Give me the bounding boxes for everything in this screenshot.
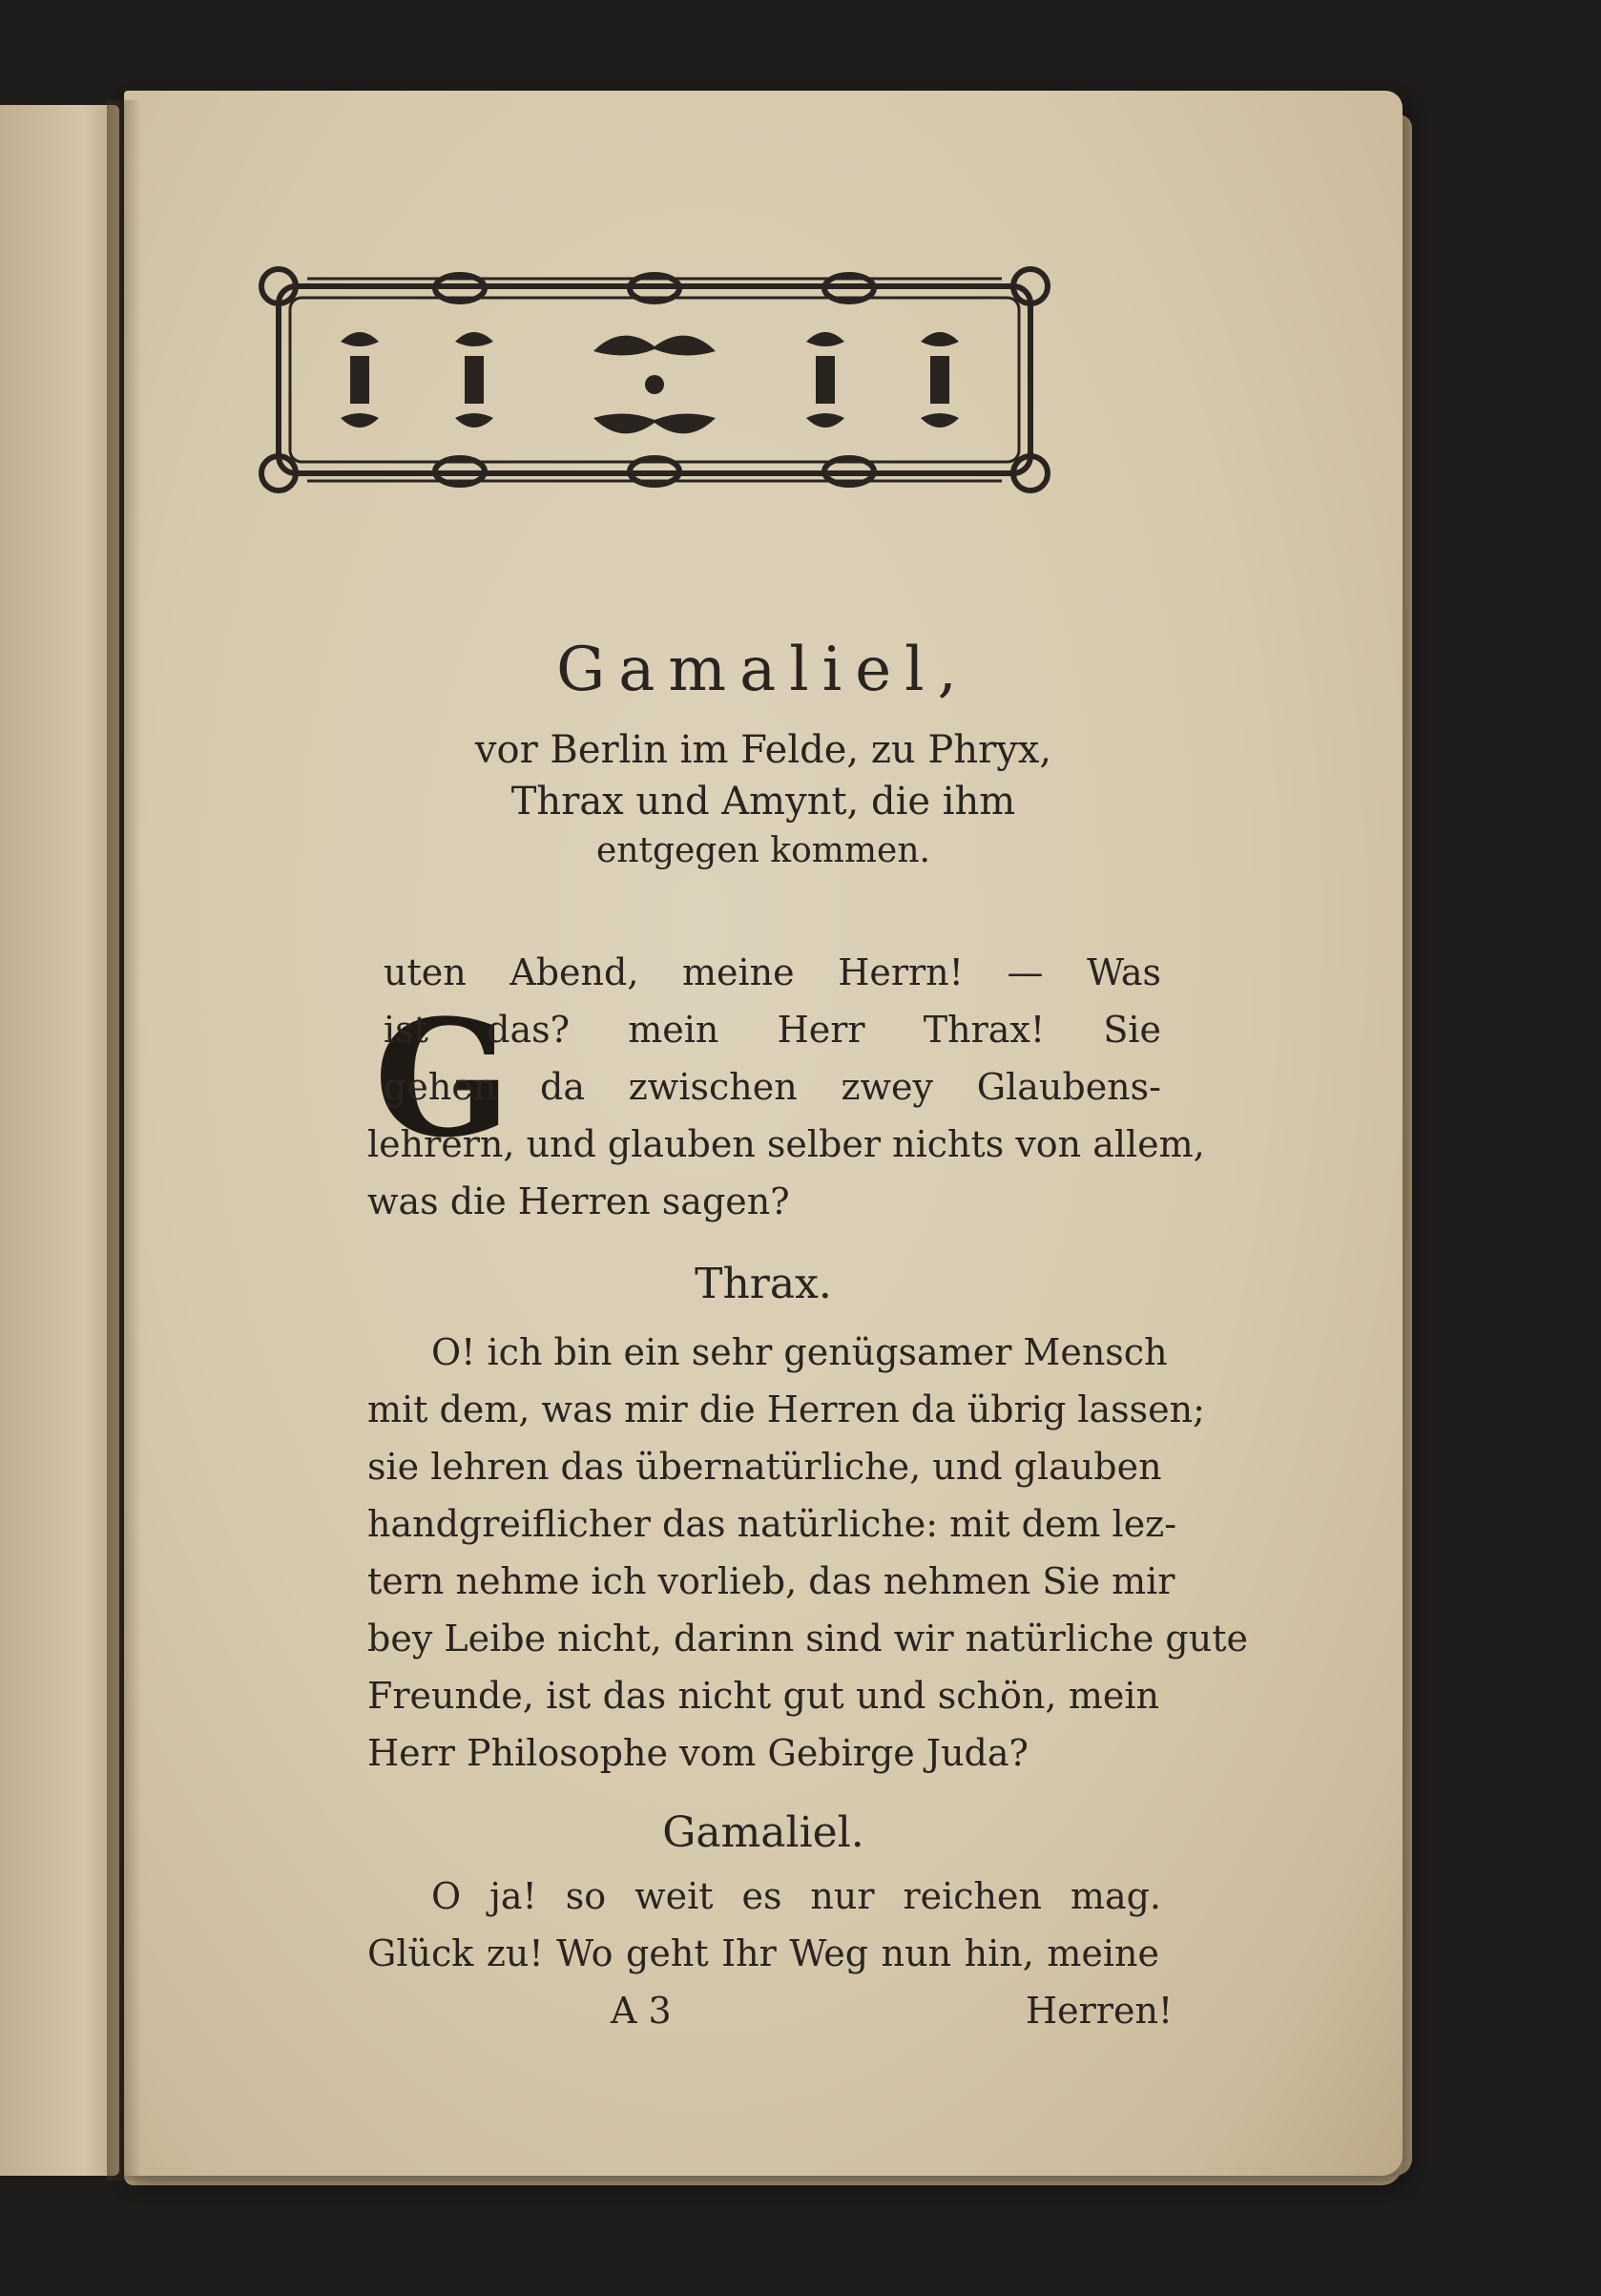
speech-line: Herr Philosophe vom Gebirge Juda? [367, 1732, 1029, 1774]
speech-line: mit dem, was mir die Herren da übrig lassen; [367, 1388, 1205, 1430]
speech-line: handgreiflicher das natürliche: mit dem lez- [367, 1503, 1177, 1545]
book-page [124, 91, 1403, 2176]
speech-line: ist das? mein Herr Thrax! Sie [384, 1009, 1161, 1051]
catchword: Herren! [1026, 1990, 1174, 2032]
speech-line: was die Herren sagen? [367, 1180, 790, 1222]
speech-line: uten Abend, meine Herrn! — Was [384, 951, 1161, 993]
subtitle-line-2: Thrax und Amynt, die ihm [510, 780, 1016, 824]
signature-mark: A 3 [611, 1990, 672, 2032]
speech-line: Freunde, ist das nicht gut und schön, mein [367, 1675, 1159, 1717]
speech-line: bey Leibe nicht, darinn sind wir natürliche gute [367, 1618, 1248, 1659]
spine-shadow [107, 100, 141, 2181]
speaker-name: Thrax. [695, 1260, 832, 1308]
speech-line: Glück zu! Wo geht Ihr Weg nun hin, meine [367, 1932, 1159, 1974]
speech-line: lehrern, und glauben selber nichts von allem, [367, 1123, 1205, 1165]
speech-line: O! ich bin ein sehr genügsamer Mensch [431, 1331, 1168, 1373]
speech-line: O ja! so weit es nur reichen mag. [431, 1875, 1161, 1917]
left-page-edge [0, 105, 119, 2176]
speaker-name: Gamaliel. [662, 1808, 864, 1857]
ornament-frame-icon [250, 265, 1059, 494]
speech-line: tern nehme ich vorlieb, das nehmen Sie mir [367, 1560, 1175, 1602]
page-title: Gamaliel, [556, 635, 970, 705]
subtitle-line-1: vor Berlin im Felde, zu Phryx, [474, 728, 1052, 772]
speech-line: sie lehren das übernatürliche, und glauben [367, 1446, 1162, 1488]
subtitle-line-3: entgegen kommen. [596, 831, 930, 870]
speech-line: gehen da zwischen zwey Glaubens- [384, 1066, 1161, 1108]
drop-cap: G [374, 984, 511, 1173]
